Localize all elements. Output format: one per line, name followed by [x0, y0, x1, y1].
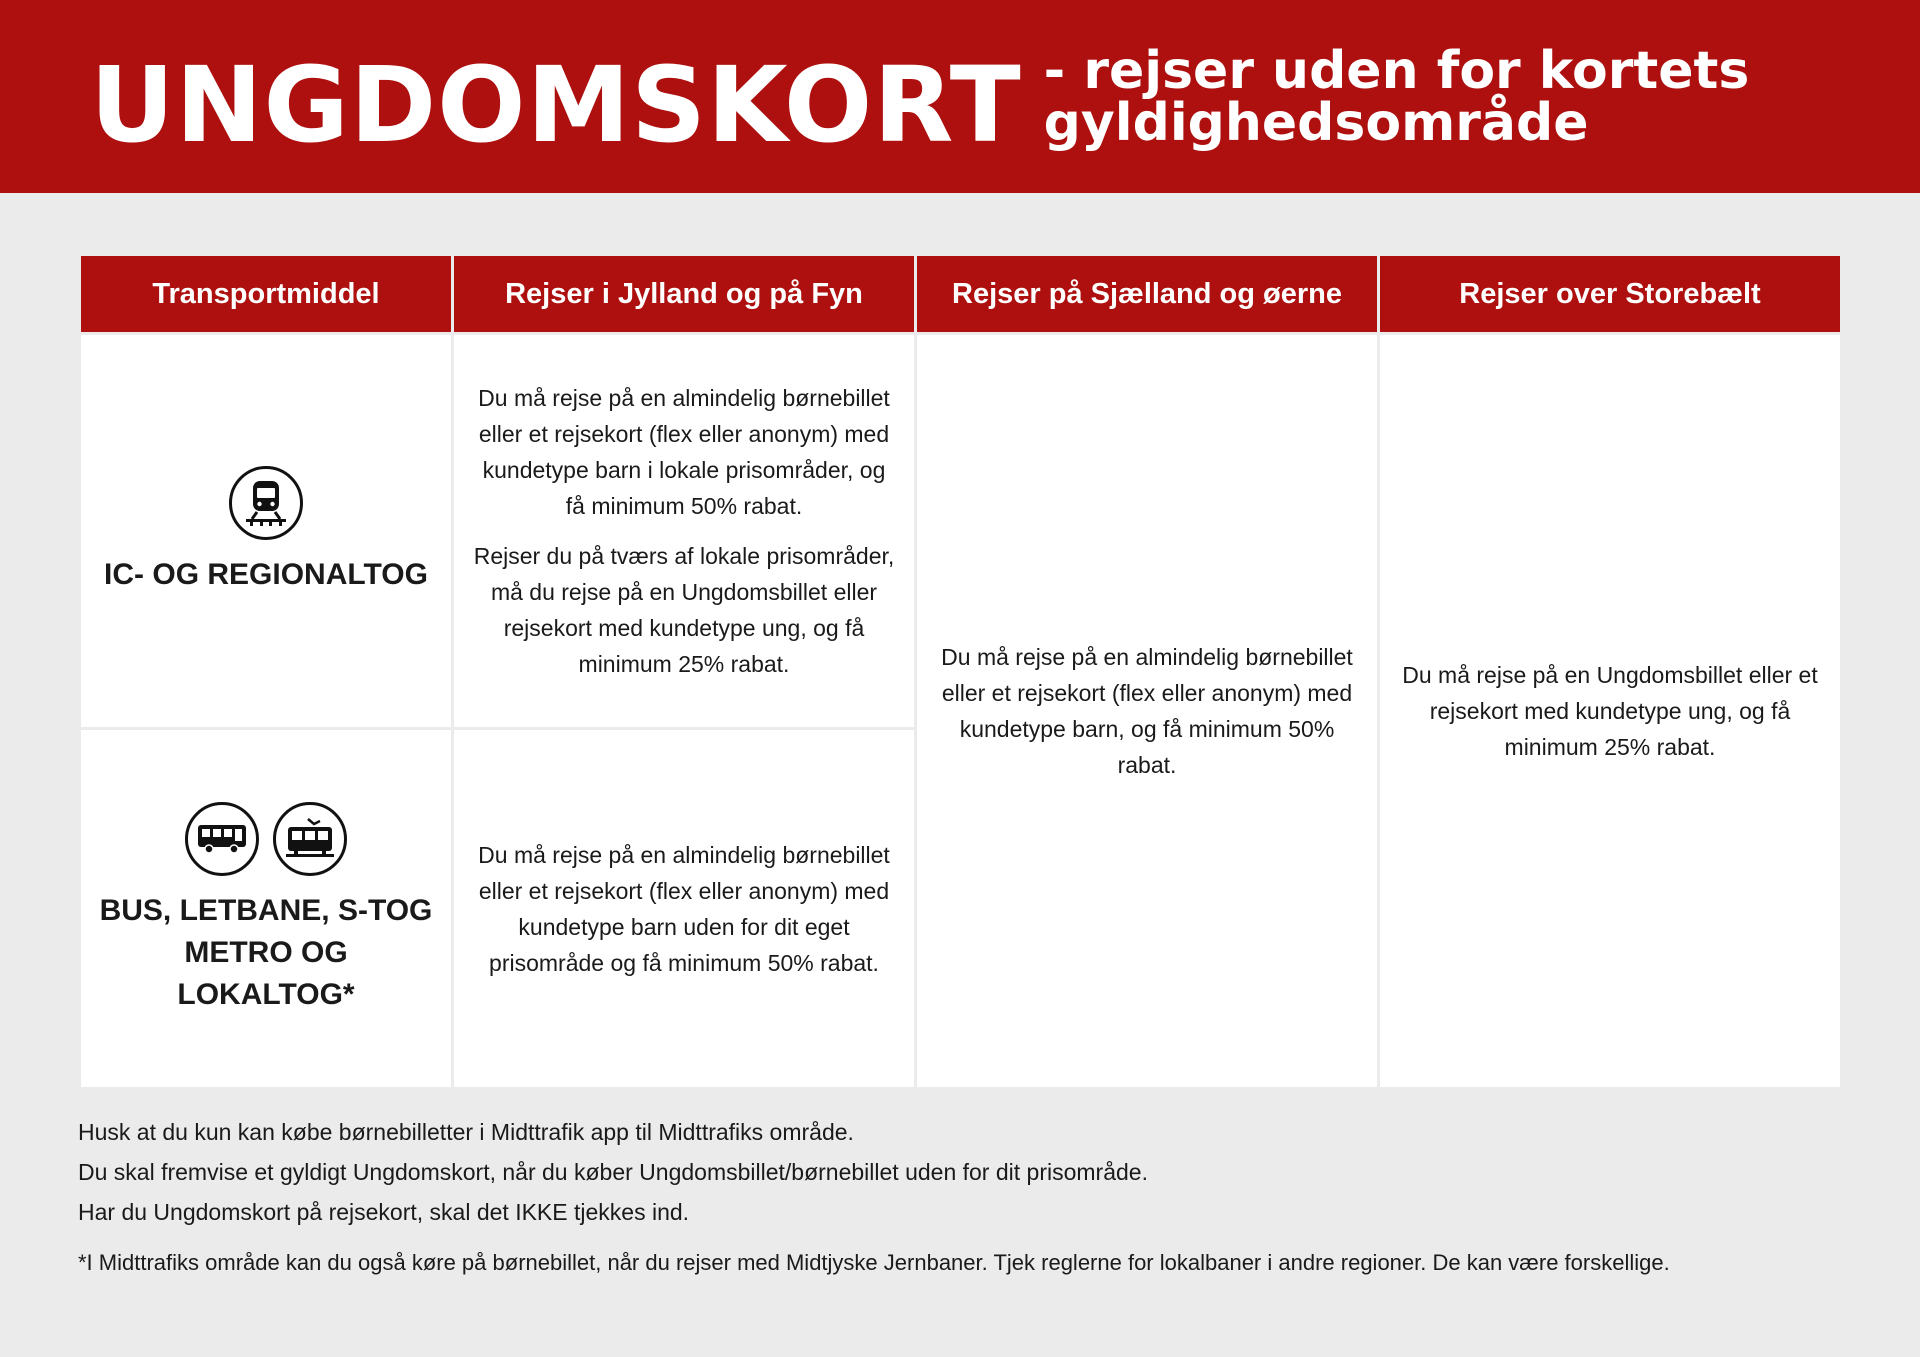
cell-sjaelland: [917, 335, 1377, 1087]
rule-text: Du må rejse på en almindelig børnebillet eller et rejsekort (flex eller anonym) med kundetype barn i lokale prisområder, og få minimum 50% rabat.: [478, 385, 890, 519]
column-header-sjaelland: Rejser på Sjælland og øerne: [917, 256, 1377, 332]
rule-text: Du må rejse på en almindelig børnebillet eller et rejsekort (flex eller anonym) med kundetype barn uden for dit eget prisområde og få minimum 50% rabat.: [478, 841, 890, 976]
cell-storebaelt: [1380, 335, 1840, 1087]
transport-cell-bus: [81, 730, 451, 1087]
page-subtitle: - rejser uden for kortets gyldighedsområde: [1043, 41, 1750, 153]
cell-train-jylland-fyn: [454, 335, 914, 727]
notes: [78, 1112, 1858, 1232]
note-line: Har du Ungdomskort på rejsekort, skal det IKKE tjekkes ind.: [78, 1199, 690, 1225]
column-header-jylland-fyn: Rejser i Jylland og på Fyn: [454, 256, 914, 332]
transport-name-train: IC- OG REGIONALTOG: [104, 558, 428, 591]
transport-icons: [229, 466, 303, 540]
travel-rules-table: [81, 256, 1840, 1087]
train-icon: [229, 466, 303, 540]
note-line: Du skal fremvise et gyldigt Ungdomskort, når du køber Ungdomsbillet/børnebillet uden for dit prisområde.: [78, 1159, 1148, 1185]
cell-bus-jylland-fyn: [454, 730, 914, 1087]
column-header-transport: Transportmiddel: [81, 256, 451, 332]
rule-text: Du må rejse på en almindelig børnebillet eller et rejsekort (flex eller anonym) med kundetype barn, og få minimum 50% rabat.: [941, 644, 1353, 778]
rule-text: Rejser du på tværs af lokale prisområder, må du rejse på en Ungdomsbillet eller rejsekort med kundetype ung, og få minimum 25% rabat.: [473, 543, 895, 677]
light-rail-icon: [273, 802, 347, 876]
transport-cell-train: [81, 335, 451, 727]
transport-icons: [185, 802, 347, 876]
rule-text: Du må rejse på en Ungdomsbillet eller et rejsekort med kundetype ung, og få minimum 25% rabat.: [1402, 662, 1818, 760]
note-line: Husk at du kun kan købe børnebilletter i Midttrafik app til Midttrafiks område.: [78, 1119, 854, 1145]
transport-name-bus: BUS, LETBANE, S-TOG METRO OG LOKALTOG*: [99, 893, 433, 1011]
column-header-storebaelt: Rejser over Storebælt: [1380, 256, 1840, 332]
page-header: [0, 0, 1920, 193]
page-title: UNGDOMSKORT: [90, 44, 1022, 166]
bus-icon: [185, 802, 259, 876]
footnote: *I Midttrafiks område kan du også køre på børnebillet, når du rejser med Midtjyske Jernbaner. Tjek reglerne for lokalbaner i andre regioner. De kan være forskellige.: [78, 1250, 1670, 1275]
